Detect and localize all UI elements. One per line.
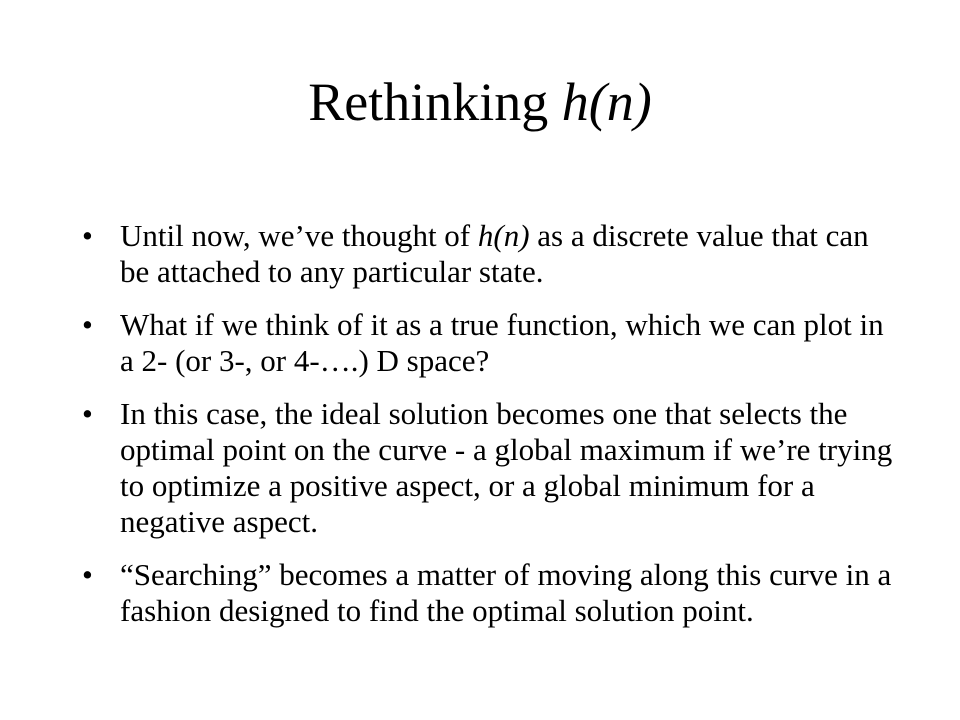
bullet-icon: • xyxy=(82,218,93,253)
bullet-text: What if we think of it as a true function, which we can plot in a 2- (or 3-, or 4-….) D space? xyxy=(120,307,884,378)
bullet-text-part: Until now, we’ve thought of xyxy=(120,218,478,253)
bullet-icon: • xyxy=(82,307,93,342)
bullet-text: “Searching” becomes a matter of moving along this curve in a fashion designed to find the optimal solution point. xyxy=(120,557,892,628)
slide-title-text: Rethinking xyxy=(308,72,562,132)
bullet-text: In this case, the ideal solution becomes one that selects the optimal point on the curve - a global maximum if we’re trying to optimize a positive aspect, or a global minimum for a negative aspect. xyxy=(120,396,893,539)
bullet-item xyxy=(74,396,894,540)
slide-title-italic: h(n) xyxy=(561,72,652,132)
bullet-icon: • xyxy=(82,557,93,592)
bullet-text-part: as a discrete value that can be attached to any particular state. xyxy=(120,218,869,289)
bullet-list xyxy=(74,218,894,646)
bullet-text xyxy=(120,218,869,289)
bullet-icon: • xyxy=(82,396,93,431)
slide-title xyxy=(0,62,960,142)
bullet-text-italic: h(n) xyxy=(477,218,530,253)
bullet-item xyxy=(74,218,894,290)
bullet-item xyxy=(74,307,894,379)
bullet-item xyxy=(74,557,894,629)
